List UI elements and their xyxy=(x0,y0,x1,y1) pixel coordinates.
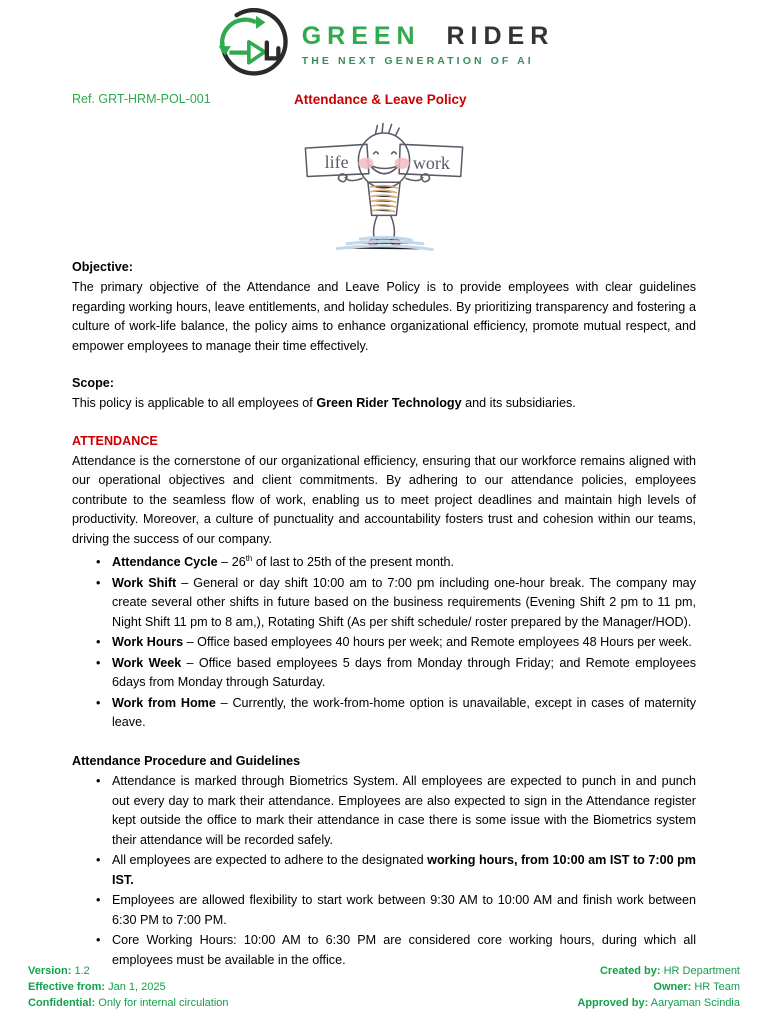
document-footer xyxy=(28,964,740,1012)
green-rider-logo-icon xyxy=(214,8,288,80)
list-item xyxy=(112,574,696,633)
footer-approved-value: Aaryaman Scindia xyxy=(648,997,740,1010)
footer-effective-label: Effective from: xyxy=(28,981,106,994)
footer-confidential-label: Confidential: xyxy=(28,997,96,1010)
bullet-text-bold: working hours, from 10:00 am IST to 7:00 pm IST. xyxy=(112,853,696,887)
bullet-superscript: th xyxy=(245,554,253,564)
brand-name xyxy=(301,21,555,50)
brand-name-dark: RIDER xyxy=(446,21,555,50)
footer-owner-row xyxy=(577,980,740,996)
list-item xyxy=(112,553,696,573)
footer-effective-row xyxy=(28,980,229,996)
procedure-bullet-list xyxy=(72,772,696,970)
brand-tagline: THE NEXT GENERATION OF AI xyxy=(301,54,534,67)
attendance-heading: ATTENDANCE xyxy=(72,433,158,448)
bullet-text: Core Working Hours: 10:00 AM to 6:30 PM are considered core working hours, during which all employees must be available in the office. xyxy=(112,933,696,967)
scope-company-name: Green Rider Technology xyxy=(316,396,462,411)
bullet-body-pre: – 26 xyxy=(217,555,246,570)
work-life-balance-illustration xyxy=(294,118,474,254)
attendance-text: Attendance is the cornerstone of our organizational efficiency, ensuring that our workforce remains aligned with our operational objectives and client commitments. By adhering to our attendance policies, employees contribute to the seamless flow of work, enabling us to meet project deadlines and maintain high levels of productivity. Moreover, a culture of punctuality and accountability fosters trust and cohesion within our teams, driving the success of our company. xyxy=(72,453,696,546)
footer-created-label: Created by: xyxy=(599,965,661,978)
document-header-row xyxy=(72,92,696,114)
list-item xyxy=(112,654,696,693)
attendance-bullet-list xyxy=(72,553,696,733)
footer-created-value: HR Department xyxy=(660,965,740,978)
footer-confidential-row xyxy=(28,996,229,1012)
bullet-body-pre: – Office based employees 5 days from Monday through Friday; and Remote employees 6days from Monday through Saturday. xyxy=(112,655,696,690)
list-item xyxy=(112,851,696,890)
footer-right-block xyxy=(577,964,740,1012)
scope-text-pre: This policy is applicable to all employees of xyxy=(72,396,317,411)
brand-name-green: GREEN xyxy=(301,21,421,50)
brand-wordmark xyxy=(302,22,555,67)
list-item xyxy=(112,772,696,850)
brand-header xyxy=(72,0,696,80)
footer-effective-value: Jan 1, 2025 xyxy=(105,981,166,994)
bullet-body-pre: – Office based employees 40 hours per week; and Remote employees 48 Hours per week. xyxy=(183,635,692,650)
footer-approved-label: Approved by: xyxy=(577,997,649,1010)
procedure-heading: Attendance Procedure and Guidelines xyxy=(72,753,301,768)
footer-version-label: Version: xyxy=(28,965,72,978)
list-item xyxy=(112,694,696,733)
scope-text xyxy=(72,394,696,414)
footer-owner-label: Owner: xyxy=(653,981,692,994)
objective-text: The primary objective of the Attendance and Leave Policy is to provide employees with clear guidelines regarding working hours, leave entitlements, and holiday schedules. By prioritizing transparency and fostering a culture of work-life balance, the policy aims to enhance organizational efficiency, promote mutual respect, and empower employees to manage their time effectively. xyxy=(72,280,696,353)
sign-label-work: work xyxy=(412,152,450,173)
scope-heading: Scope: xyxy=(72,376,114,391)
document-reference: Ref. GRT-HRM-POL-001 xyxy=(72,92,211,106)
bullet-term: Work from Home xyxy=(112,695,216,710)
bullet-body-pre: – Currently, the work-from-home option is unavailable, except in cases of maternity leave. xyxy=(112,695,697,730)
footer-owner-value: HR Team xyxy=(691,981,740,994)
illustration-container xyxy=(72,118,696,254)
bullet-body-post: of last to 25th of the present month. xyxy=(252,555,454,570)
footer-approved-row xyxy=(577,996,740,1012)
bullet-term: Work Week xyxy=(112,655,182,670)
footer-confidential-value: Only for internal circulation xyxy=(95,997,229,1010)
footer-created-row xyxy=(577,964,740,980)
footer-version-row xyxy=(28,964,229,980)
footer-version-value: 1.2 xyxy=(71,965,90,978)
footer-left-block xyxy=(28,964,229,1012)
bullet-term: Attendance Cycle xyxy=(112,555,218,570)
bullet-term: Work Shift xyxy=(112,575,177,590)
bullet-text: All employees are expected to adhere to the designated xyxy=(112,853,428,868)
scope-text-post: and its subsidiaries. xyxy=(461,396,576,411)
bullet-text: Attendance is marked through Biometrics System. All employees are expected to punch in and punch out every day to mark their attendance. Employees are also expected to sign in the Attendance register kept outside the office to mark their attendance in case there is some issue with the Biometrics system their attendance will be recorded safely. xyxy=(112,773,696,847)
sign-label-life: life xyxy=(324,152,349,172)
bullet-text: Employees are allowed flexibility to start work between 9:30 AM to 10:00 AM and finish work between 6:30 PM to 7:00 PM. xyxy=(112,893,696,927)
bullet-body-pre: – General or day shift 10:00 am to 7:00 pm including one-hour break. The company may create several other shifts in future based on the business requirements (Evening Shift 2 pm to 11 pm, Night Shift 11 pm to 8 am,), Rotating Shift (As per shift schedule/ roster prepared by the Manager/HOD). xyxy=(112,575,696,629)
bullet-term: Work Hours xyxy=(112,635,184,650)
objective-heading: Objective: xyxy=(72,260,133,274)
page-title: Attendance & Leave Policy xyxy=(294,92,467,107)
list-item xyxy=(112,633,696,653)
list-item xyxy=(112,891,696,930)
